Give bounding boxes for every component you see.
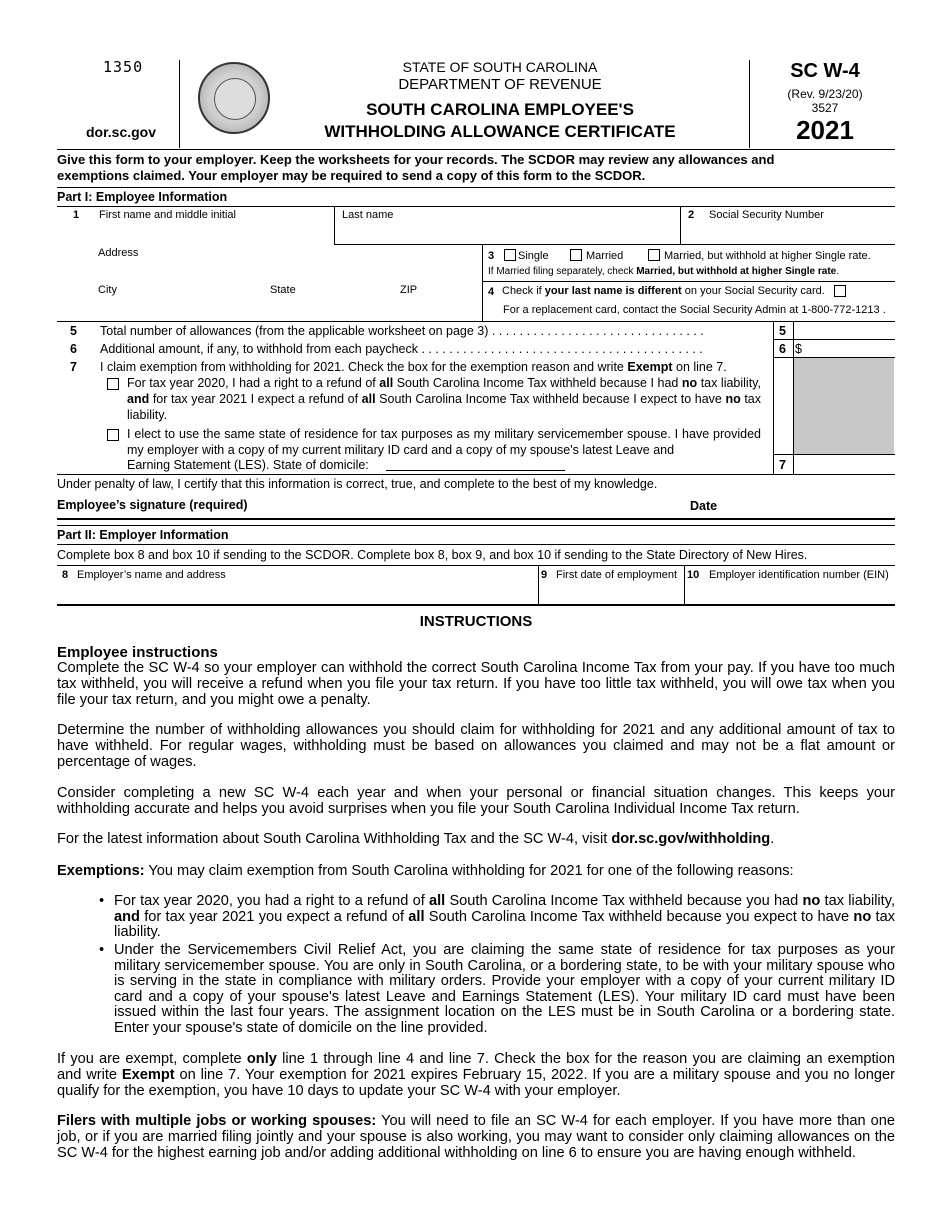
part1-rule <box>57 206 895 207</box>
instructions-heading: INSTRUCTIONS <box>419 613 533 630</box>
box10-divider <box>684 565 685 605</box>
header-divider-right <box>749 60 750 148</box>
multiple-jobs-paragraph: Filers with multiple jobs or working spouses: You will need to file an SC W-4 for each employer. If you have more than one job, or if you are married filing jointly and your spouse is also working, you may want to consider only claiming allowances on the SC W-4 for the highest earning job and/or adding additional withholding on line 6 to ensure you are having enough withheld. <box>57 1113 896 1161</box>
box9-number: 9 <box>541 569 548 581</box>
exempt-input[interactable] <box>794 455 894 473</box>
part2-top-rule <box>57 525 895 526</box>
ssn-label: Social Security Number <box>709 209 824 221</box>
shaded-area <box>794 358 894 454</box>
signature-line[interactable] <box>57 518 895 520</box>
line7-box-number: 7 <box>779 458 786 472</box>
exempt-military-spouse-checkbox[interactable] <box>107 429 119 441</box>
part2-rule <box>57 544 895 545</box>
box-num-col-left <box>773 321 774 474</box>
married-note: If Married filing separately, check Married, but withhold at higher Single rate. <box>488 266 840 277</box>
form-code: 1350 <box>103 58 144 76</box>
married-higher-rate-checkbox[interactable] <box>648 249 660 261</box>
exempt-option1-text: For tax year 2020, I had a right to a refund of all South Carolina Income Tax withheld because I had no tax liability, and for tax year 2021 I expect a refund of all South Carolina Income Tax withheld because I expect to have no tax liability. <box>127 376 761 422</box>
instructions-paragraph-4: For the latest information about South Carolina Withholding Tax and the SC W-4, visit dor.sc.gov/withholding. <box>57 831 775 847</box>
address-label: Address <box>98 247 139 259</box>
instructions-paragraph-3: Consider completing a new SC W-4 each year and when your personal or financial situation changes. This keeps your withholding accurate and helps you avoid surprises when you file your South Carolina Individual Income Tax return. <box>57 785 895 817</box>
dollar-sign: $ <box>795 342 802 356</box>
married-checkbox[interactable] <box>570 249 582 261</box>
box8-label: Employer’s name and address <box>77 569 226 581</box>
name-divider <box>334 206 335 244</box>
department-name: DEPARTMENT OF REVENUE <box>398 76 602 93</box>
row2-rule <box>482 281 895 282</box>
box9-divider <box>538 565 539 605</box>
exempt-completion-paragraph: If you are exempt, complete only line 1 through line 4 and line 7. Check the box for the reason you are claiming an exemption and write Exempt on line 7. Your exemption for 2021 expires February 15, 2022. If you are a military spouse and you no longer qualify for the exemption, you have 10 days to update your SC W-4 with your employer. <box>57 1051 896 1099</box>
married-higher-label: Married, but withhold at higher Single rate. <box>664 250 871 262</box>
header-rule <box>57 149 895 150</box>
exempt-option2-last: Earning Statement (LES). State of domicile: <box>127 458 369 472</box>
line3-number: 3 <box>488 250 495 262</box>
line5-box-number: 5 <box>779 324 786 338</box>
state-label: State <box>270 284 296 296</box>
part2-title: Part II: Employer Information <box>57 528 229 542</box>
line4-number: 4 <box>488 286 495 298</box>
last-name-label: Last name <box>342 209 394 221</box>
instructions-paragraph-1: Complete the SC W-4 so your employer can withhold the correct South Carolina Income Tax from your pay. If you have too much tax withheld, you will receive a refund when you file your tax return. If you have too little tax withheld, you will owe tax when you file your tax return, and you might owe a penalty. <box>57 660 895 708</box>
part2-note: Complete box 8 and box 10 if sending to the SCDOR. Complete box 8, box 9, and box 10 if sending to the State Directory of New Hires. <box>57 548 808 562</box>
first-name-label: First name and middle initial <box>99 209 236 221</box>
form-number: 3527 <box>811 101 839 115</box>
bullet-2-text: Under the Servicemembers Civil Relief Act, you are claiming the same state of residence for tax purposes as your military servicemember spouse. You are only in South Carolina, or a bordering state, to be with your military spouse who is serving in the state in compliance with military orders. Provide your employer with a copy of your current military ID card and a copy of your spouse's latest Leave and Earnings Statement (LES). Your military ID card must have been issued within the last four years. The assignment location on the LES must be in South Carolina or a bordering state. Enter your spouse's state of domicile on the line provided. <box>114 942 895 1036</box>
line7-text: I claim exemption from withholding for 2021. Check the box for the exemption reason and write Exempt on line 7. <box>100 360 727 374</box>
line6-box-number: 6 <box>779 342 786 356</box>
line4-text: Check if your last name is different on your Social Security card. <box>502 285 825 297</box>
additional-amount-input[interactable] <box>804 340 894 357</box>
bullet-1-marker: • <box>99 893 105 909</box>
line6-text: Additional amount, if any, to withhold from each paycheck . . . . . . . . . . . . . . . . . . . . . . . . . . . . . . . . . . . . . . . . . <box>100 342 703 356</box>
employee-instructions-heading: Employee instructions <box>57 644 218 661</box>
single-checkbox[interactable] <box>504 249 516 261</box>
box10-number: 10 <box>687 569 700 581</box>
line6-number: 6 <box>70 342 77 356</box>
box8-number: 8 <box>62 569 69 581</box>
line5-text: Total number of allowances (from the applicable worksheet on page 3) . . . . . . . . . . . . . . . . . . . . . . . . . . . . . . . <box>100 324 704 338</box>
header-divider-left <box>179 60 180 148</box>
part2-bottom-rule <box>57 604 895 606</box>
exemptions-paragraph: Exemptions: You may claim exemption from South Carolina withholding for 2021 for one of the following reasons: <box>57 863 794 879</box>
certify-text: Under penalty of law, I certify that this information is correct, true, and complete to the best of my knowledge. <box>57 477 658 491</box>
part2-note-rule <box>57 565 895 566</box>
married-label: Married <box>586 250 624 262</box>
single-label: Single <box>518 250 549 262</box>
bullet-1-text: For tax year 2020, you had a right to a refund of all South Carolina Income Tax withheld because you had no tax liability, and for tax year 2021 you expect a refund of all South Carolina Income Tax withheld because you expect to have no tax liability. <box>114 893 896 940</box>
last-name-different-checkbox[interactable] <box>834 285 846 297</box>
form-title-line1: SOUTH CAROLINA EMPLOYEE'S <box>366 100 634 119</box>
line4-note: For a replacement card, contact the Social Security Admin at 1-800-772-1213 . <box>503 304 886 316</box>
domicile-line[interactable] <box>386 470 565 471</box>
form-year: 2021 <box>796 115 854 145</box>
line7-number: 7 <box>70 360 77 374</box>
zip-label: ZIP <box>400 284 418 296</box>
line2-number: 2 <box>688 209 695 221</box>
part1-title: Part I: Employee Information <box>57 190 228 204</box>
city-label: City <box>98 284 117 296</box>
intro-line1: Give this form to your employer. Keep the worksheets for your records. The SCDOR may review any allowances and <box>57 152 775 167</box>
part1-bottom-rule <box>57 321 895 322</box>
box9-label: First date of employment <box>556 569 678 581</box>
ssn-divider <box>680 206 681 244</box>
state-name: STATE OF SOUTH CAROLINA <box>402 59 598 75</box>
lines-bottom-rule <box>57 474 895 475</box>
line1-number: 1 <box>73 209 80 221</box>
line5-number: 5 <box>70 324 77 338</box>
form-revision: (Rev. 9/23/20) <box>787 87 863 101</box>
state-seal-icon <box>198 62 270 134</box>
exempt-option2-text: I elect to use the same state of residence for tax purposes as my military servicemember spouse. I have provided my employer with a copy of my current military ID card and a copy of my spouse's latest Leave and <box>127 427 761 457</box>
exempt-refund-checkbox[interactable] <box>107 378 119 390</box>
instructions-paragraph-2: Determine the number of withholding allowances you should claim for withholding for 2021 and any additional amount of tax to have withheld. For regular wages, withholding must be based on allowances you claimed and may not be a flat amount or percentage of wages. <box>57 722 895 770</box>
allowances-input[interactable] <box>794 322 894 339</box>
address-divider <box>482 244 483 322</box>
bullet-2-marker: • <box>99 942 105 958</box>
signature-label: Employee’s signature (required) <box>57 498 248 512</box>
intro-rule <box>57 187 895 188</box>
date-label: Date <box>690 499 718 513</box>
form-id: SC W-4 <box>790 60 860 82</box>
website: dor.sc.gov <box>86 124 157 140</box>
box10-label: Employer identification number (EIN) <box>709 569 889 581</box>
intro-line2: exemptions claimed. Your employer may be required to send a copy of this form to the SCDOR. <box>57 168 646 183</box>
form-title-line2: WITHHOLDING ALLOWANCE CERTIFICATE <box>324 122 676 141</box>
row1-rule <box>334 244 895 245</box>
